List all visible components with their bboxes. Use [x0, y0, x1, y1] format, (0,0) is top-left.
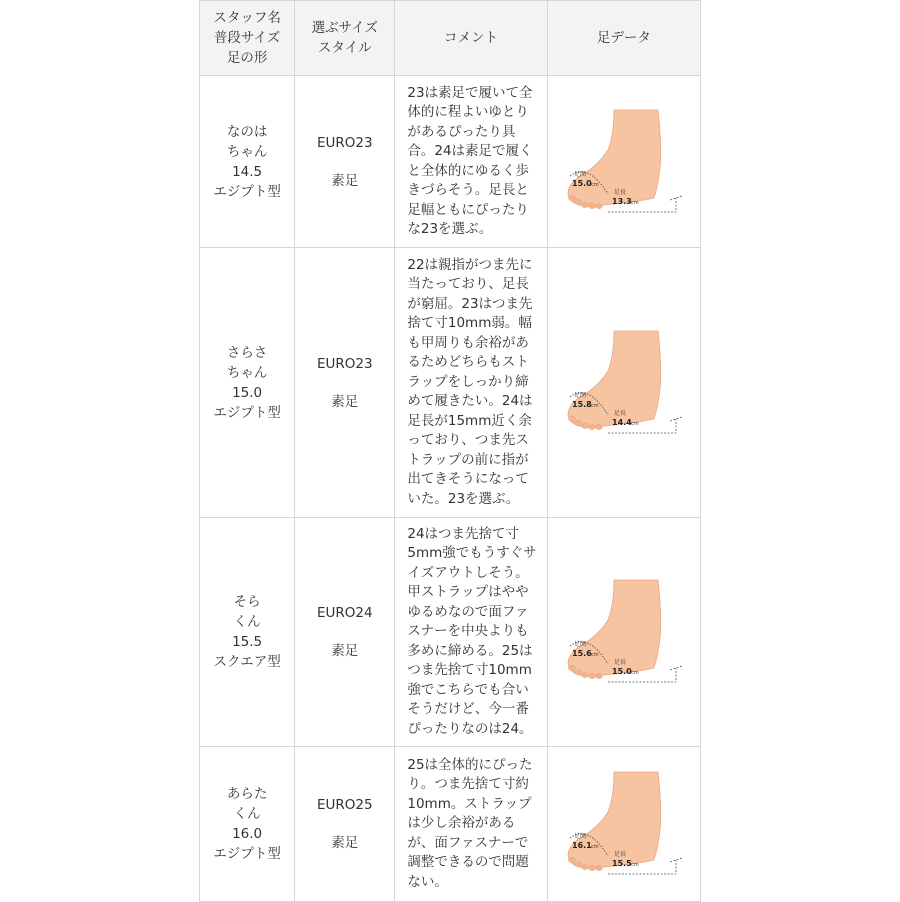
toe-shape [574, 199, 581, 204]
comment-line: ラップをしっかり締 [407, 373, 529, 390]
foot-length-value: 14.4 [611, 417, 632, 427]
foot-illustration [558, 106, 690, 218]
toe-shape [588, 673, 595, 678]
foot-data-cell [547, 747, 700, 902]
toe-shape [595, 424, 602, 429]
staff-info-line: ちゃん [226, 143, 268, 160]
staff-info-line: 16.0 [232, 826, 263, 842]
toe-shape [574, 861, 581, 866]
unit-label: cm [630, 420, 639, 427]
comment-line: 調整できるので問題 [407, 854, 529, 871]
comment-line: 5mm強でもうすぐサ [407, 545, 537, 562]
comment-line: 捨て寸10mm弱。幅 [407, 315, 532, 332]
header-comment: コメント [395, 1, 547, 76]
comment-line: も甲周りも余裕があ [407, 334, 529, 351]
size-style-cell [295, 747, 395, 902]
foot-length-label: 足長 [613, 188, 626, 196]
foot-width-label: 足囲 [573, 833, 586, 840]
comment-line: いた。23を選ぶ。 [407, 490, 520, 507]
foot-length-value: 15.5 [611, 859, 632, 868]
foot-illustration [558, 327, 690, 439]
table-row [200, 76, 701, 248]
staff-cell [200, 747, 295, 902]
style-label: 素足 [331, 643, 359, 659]
toe-shape [595, 203, 602, 208]
comment-line: るためどちらもスト [407, 354, 529, 371]
foot-data-cell [547, 76, 700, 248]
comment-line: イズアウトしそう。 [407, 564, 529, 581]
staff-info-line: 15.5 [232, 634, 263, 650]
staff-info-line: くん [233, 806, 261, 822]
comment-line: 足幅ともにぴったり [407, 201, 529, 218]
chosen-size: EURO25 [316, 797, 373, 813]
unit-label: cm [590, 402, 599, 409]
comment-line: っており、つま先ス [407, 432, 529, 449]
style-label: 素足 [331, 835, 359, 851]
comment-line: 10mm。ストラップ [407, 795, 532, 812]
foot-width-value: 15.8 [571, 399, 592, 409]
foot-length-label: 足長 [613, 409, 626, 417]
staff-info-line: そら [233, 594, 261, 610]
header-foot-data: 足データ [547, 1, 700, 76]
toe-shape [581, 202, 588, 207]
foot-length-label: 足長 [613, 851, 626, 858]
header-size-line: 選ぶサイズ [311, 20, 378, 36]
foot-length-value: 13.3 [611, 196, 632, 206]
comment-line: 強でこちらでも合い [407, 681, 529, 698]
comment-cell [395, 248, 547, 518]
comment-line: な23を選ぶ。 [407, 221, 493, 237]
table-header-row [200, 1, 701, 76]
staff-info-line: エジプト型 [213, 846, 281, 862]
comment-line: 22は親指がつま先に [407, 256, 533, 273]
staff-info-line: ちゃん [226, 364, 268, 381]
size-style-cell [295, 76, 395, 248]
header-staff [200, 1, 295, 76]
staff-info-line: 14.5 [232, 163, 263, 180]
toe-shape [574, 669, 581, 674]
foot-width-label: 足囲 [573, 641, 586, 648]
style-label: 素足 [331, 172, 359, 189]
header-size [295, 1, 395, 76]
comment-line: 23は素足で履いて全 [407, 84, 533, 101]
header-staff-line: 普段サイズ [213, 30, 281, 46]
foot-length-label: 足長 [613, 659, 626, 666]
table-row [200, 518, 701, 747]
toe-shape [588, 865, 595, 870]
header-staff-line: 足の形 [226, 50, 268, 66]
toe-shape [568, 665, 575, 670]
size-comparison-table [199, 0, 701, 902]
comment-line: そうだけど、今一番 [407, 701, 529, 718]
staff-info-line: くん [233, 614, 261, 630]
comment-line: が窮屈。23はつま先 [407, 295, 533, 312]
table-body [200, 76, 701, 902]
foot-width-label: 足囲 [573, 170, 586, 178]
header-staff-line: スタッフ名 [213, 10, 281, 26]
staff-info-line: なのは [226, 123, 268, 140]
table-row [200, 248, 701, 518]
comment-line: 合。24は素足で履く [407, 143, 533, 159]
unit-label: cm [630, 862, 639, 868]
style-label: 素足 [331, 393, 359, 410]
comment-line: めて履きたい。24は [407, 393, 533, 410]
toe-shape [568, 195, 575, 200]
foot-width-value: 16.1 [571, 841, 592, 850]
unit-label: cm [630, 199, 639, 206]
chosen-size: EURO24 [316, 605, 373, 621]
comment-line: スナーを中央よりも [407, 623, 529, 640]
comment-line: が、面ファスナーで [407, 834, 529, 851]
toe-shape [588, 203, 595, 208]
comment-line: 足長が15mm近く余 [407, 412, 532, 429]
foot-illustration [558, 576, 690, 688]
foot-data-cell [547, 248, 700, 518]
toe-shape [581, 423, 588, 428]
comment-cell [395, 747, 547, 902]
comment-line: トラップの前に指が [407, 451, 529, 468]
staff-cell [200, 76, 295, 248]
comment-line: 24はつま先捨て寸 [407, 525, 520, 542]
comment-line: 出てきそうになって [407, 471, 529, 488]
chosen-size: EURO23 [316, 355, 373, 372]
foot-width-label: 足囲 [573, 391, 586, 399]
staff-info-line: 15.0 [232, 384, 263, 401]
comment-cell [395, 518, 547, 747]
staff-info-line: スクエア型 [213, 654, 281, 670]
staff-info-line: さらさ [226, 344, 268, 361]
toe-shape [595, 865, 602, 870]
staff-info-line: エジプト型 [213, 404, 281, 421]
comment-line: と全体的にゆるく歩 [407, 162, 529, 179]
comment-line: つま先捨て寸10mm [407, 662, 532, 679]
staff-cell [200, 518, 295, 747]
comment-line: ない。 [407, 873, 448, 890]
staff-info-line: エジプト型 [213, 183, 281, 200]
toe-shape [581, 864, 588, 869]
chosen-size: EURO23 [316, 134, 373, 151]
comment-cell [395, 76, 547, 248]
comment-line: 甲ストラップはやや [407, 584, 529, 601]
unit-label: cm [590, 181, 599, 188]
size-style-cell [295, 518, 395, 747]
foot-width-value: 15.6 [571, 649, 592, 658]
comment-line: り。つま先捨て寸約 [407, 776, 529, 793]
comment-line: ぴったりなのは24。 [407, 720, 533, 737]
staff-cell [200, 248, 295, 518]
toe-shape [568, 416, 575, 421]
comment-line: があるぴったり具 [407, 123, 516, 140]
foot-length-value: 15.0 [611, 667, 632, 676]
header-size-line: スタイル [317, 40, 372, 56]
foot-width-value: 15.0 [571, 178, 592, 188]
comment-line: は少し余裕がある [407, 815, 516, 832]
toe-shape [574, 420, 581, 425]
foot-data-cell [547, 518, 700, 747]
foot-illustration [558, 768, 690, 880]
toe-shape [581, 672, 588, 677]
toe-shape [588, 424, 595, 429]
unit-label: cm [590, 844, 599, 850]
unit-label: cm [590, 652, 599, 658]
comment-line: 多めに締める。25は [407, 642, 533, 659]
comment-line: きづらそう。足長と [407, 182, 529, 198]
size-style-cell [295, 248, 395, 518]
table-row [200, 747, 701, 902]
staff-info-line: あらた [226, 786, 268, 802]
comment-line: 体的に程よいゆとり [407, 104, 529, 120]
comment-line: 当たっており、足長 [407, 276, 529, 293]
comment-line: ゆるめなので面ファ [407, 603, 529, 620]
comment-line: 25は全体的にぴった [407, 756, 533, 773]
unit-label: cm [630, 670, 639, 676]
toe-shape [568, 857, 575, 862]
toe-shape [595, 673, 602, 678]
